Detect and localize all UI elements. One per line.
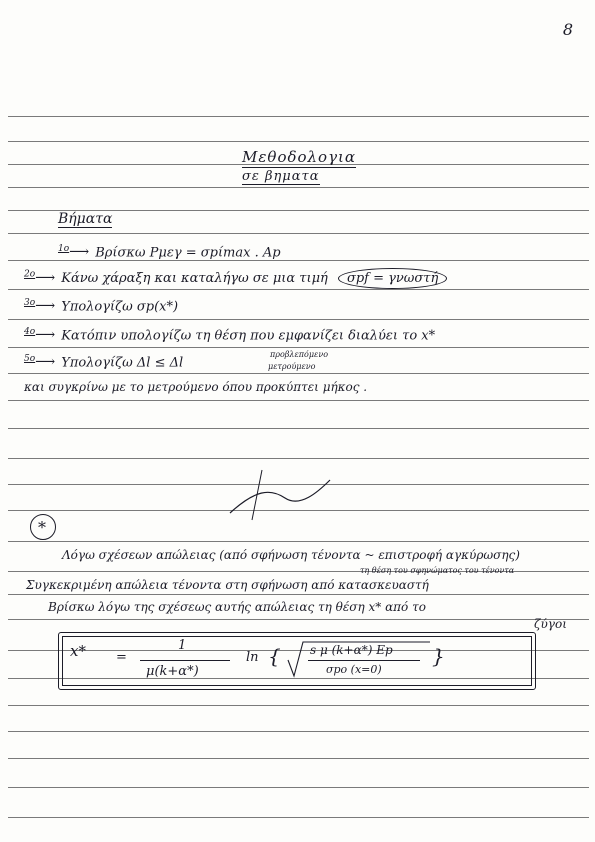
step-5-note-bottom: μετρούμενο [268,362,316,371]
step-5-note-top: προβλεπόμενο [270,350,329,359]
page-subtitle: σε βηματα [242,169,320,184]
inner-fraction-bar [308,660,420,661]
note-line-1: Λόγω σχέσεων απώλειας (από σφήνωση τένοντα ~ επιστροφή αγκύρωσης) [62,548,520,562]
formula-equals: = [116,650,127,665]
star-icon: * [38,518,46,537]
section-heading-text: Βήματα [58,211,113,227]
note-small: τη θέση του σφηνώματος του τένοντα [360,566,515,575]
note-line-3: Βρίσκω λόγω της σχέσεως αυτής απώλειας τη θέση x* από το [48,600,426,614]
step-number: 5ο [24,354,36,364]
page-title: Μεθοδολογια [242,148,357,166]
step-text: Κατόπιν υπολογίζω τη θέση που εμφανίζει διαλύει το x* [61,328,436,344]
step-number: 1ο [58,244,70,254]
step-text: Υπολογίζω Δl ≤ Δl [61,355,184,371]
step-text: Κάνω χάραξη και καταλήγω σε μια τιμή [61,271,328,286]
formula-ln: ln [246,650,259,665]
formula-inner-denominator: σpo (x=0) [326,663,382,676]
arrow-icon: ⟶ [35,354,56,371]
step-number: 4ο [24,327,36,337]
formula-lhs: x* [70,642,86,660]
formula-inner-numerator: s μ (k+α*) Ep [310,643,393,657]
step-text: Βρίσκω Pμεγ = σpίmax . Ap [95,245,281,261]
formula-brace-open: { [268,644,281,668]
circled-result: σpf = γνωστή [338,268,447,289]
step-number: 3ο [24,298,36,308]
formula-denominator: μ(k+α*) [146,664,199,679]
note-end: ζύγοι [534,617,567,631]
step-number: 2ο [24,269,36,280]
step-text: Υπολογίζω σp(x*) [61,299,179,315]
arrow-icon: ⟶ [35,327,56,344]
formula-numerator: 1 [178,638,187,653]
step-5-continuation: και συγκρίνω με το μετρούμενο όπου προκύπτει μήκος . [24,380,368,394]
formula-brace-close: } [432,644,445,668]
note-line-2: Συγκεκριμένη απώλεια τένοντα στη σφήνωση από κατασκευαστή [26,578,429,592]
arrow-icon: ⟶ [35,298,56,315]
arrow-icon: ⟶ [69,244,90,261]
page-number: 8 [562,20,573,39]
arrow-icon: ⟶ [35,270,56,286]
